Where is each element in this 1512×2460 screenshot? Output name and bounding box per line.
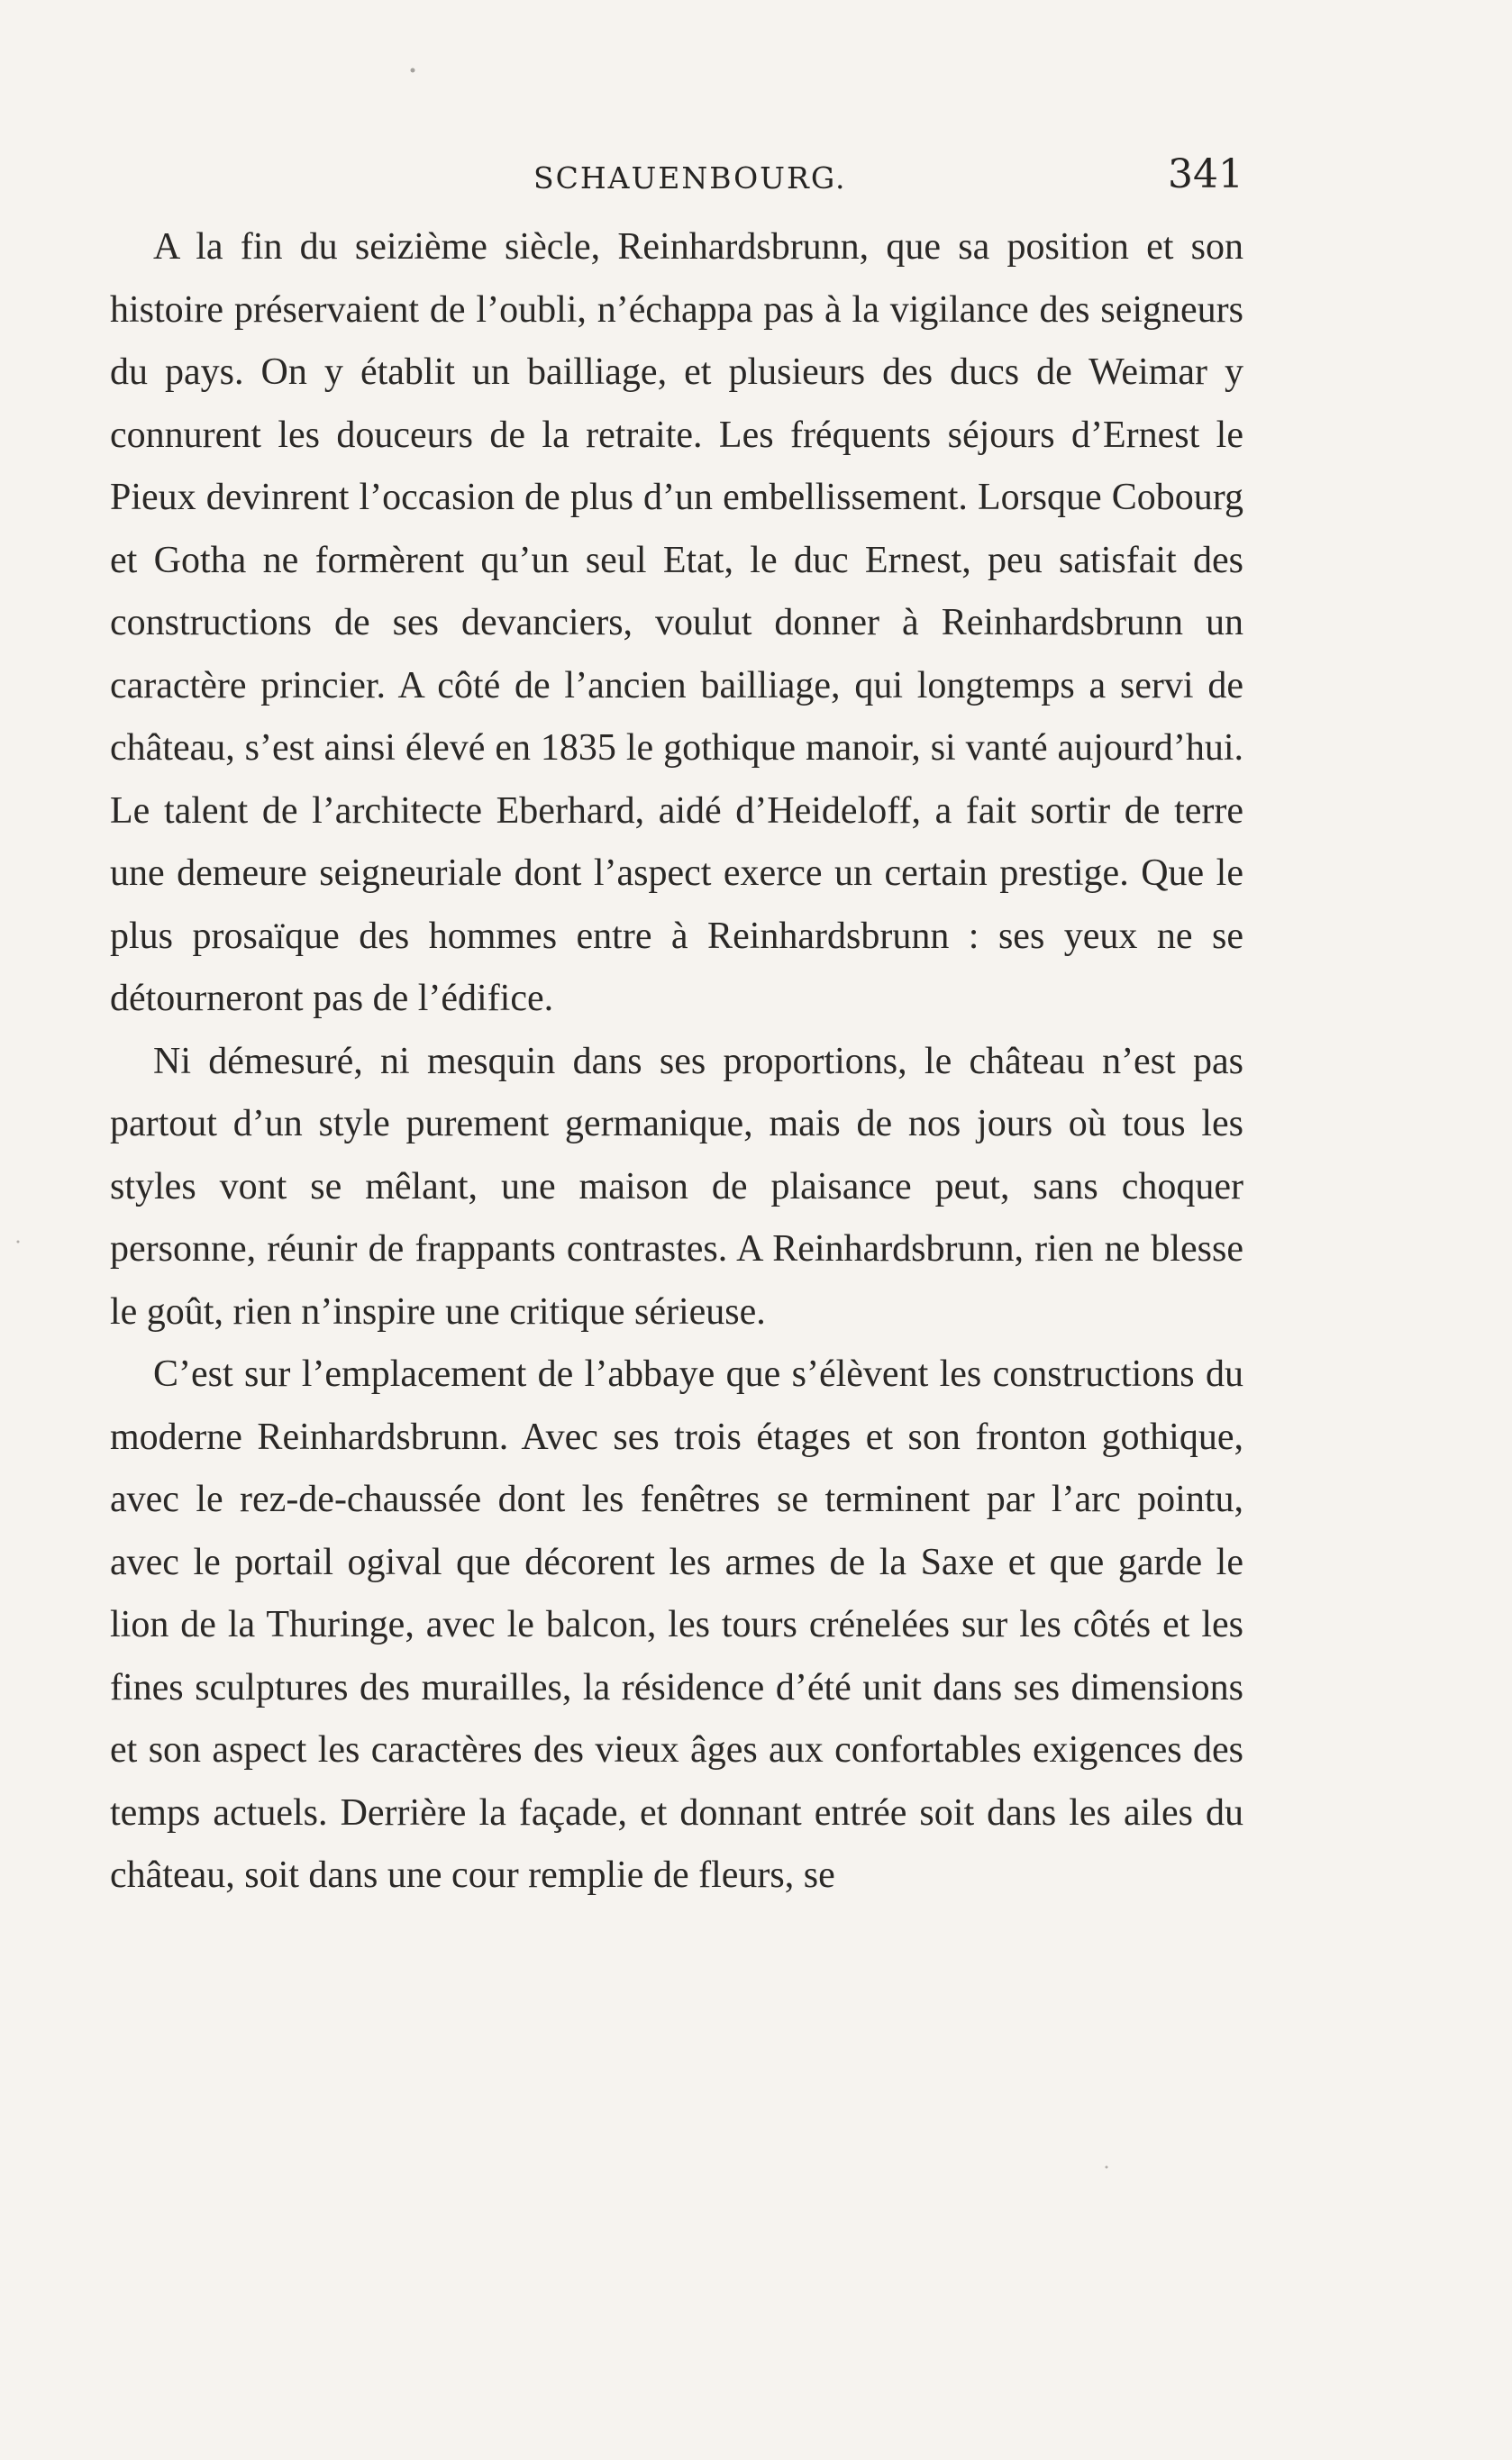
page-number: 341 xyxy=(1168,151,1243,197)
speck xyxy=(411,68,415,73)
running-title: SCHAUENBOURG. xyxy=(533,160,847,196)
paragraph: Ni démesuré, ni mesquin dans ses proportions, le château n’est pas partout d’un style purement germanique, mais de nos jours où tous les styles vont se mêlant, une maison de plaisance peut, sans choquer personne, réunir de frappants contrastes. A Reinhardsbrunn, rien ne blesse le goût, rien n’inspire une critique sérieuse. xyxy=(110,1040,1243,1333)
page-header xyxy=(110,151,1243,205)
body-text xyxy=(110,216,1243,1908)
speck xyxy=(17,1241,20,1244)
paragraph: C’est sur l’emplacement de l’abbaye que s’élèvent les constructions du moderne Reinhardsbrunn. Avec ses trois étages et son fronton gothique, avec le rez-de-chaussée dont les fenêtres se terminent par l’arc pointu, avec le portail ogival que décorent les armes de la Saxe et que garde le lion de la Thuringe, avec le balcon, les tours crénelées sur les côtés et les fines sculptures des murailles, la résidence d’été unit dans ses dimensions et son aspect les caractères des vieux âges aux confortables exigences des temps actuels. Derrière la façade, et donnant entrée soit dans les ailes du château, soit dans une cour remplie de fleurs, se xyxy=(110,1353,1243,1896)
paragraph: A la fin du seizième siècle, Reinhardsbrunn, que sa position et son histoire préservaient de l’oubli, n’échappa pas à la vigilance des seigneurs du pays. On y établit un bailliage, et plusieurs des ducs de Weimar y connurent les douceurs de la retraite. Les fréquents séjours d’Ernest le Pieux devinrent l’occasion de plus d’un embellissement. Lorsque Cobourg et Gotha ne formèrent qu’un seul Etat, le duc Ernest, peu satisfait des constructions de ses devanciers, voulut donner à Reinhardsbrunn un caractère princier. A côté de l’ancien bailliage, qui longtemps a servi de château, s’est ainsi élevé en 1835 le gothique manoir, si vanté aujourd’hui. Le talent de l’architecte Eberhard, aidé d’Heideloff, a fait sortir de terre une demeure seigneuriale dont l’aspect exerce un certain prestige. Que le plus prosaïque des hommes entre à Reinhardsbrunn : ses yeux ne se détourneront pas de l’édifice. xyxy=(110,226,1243,1019)
speck xyxy=(1106,2166,1108,2169)
